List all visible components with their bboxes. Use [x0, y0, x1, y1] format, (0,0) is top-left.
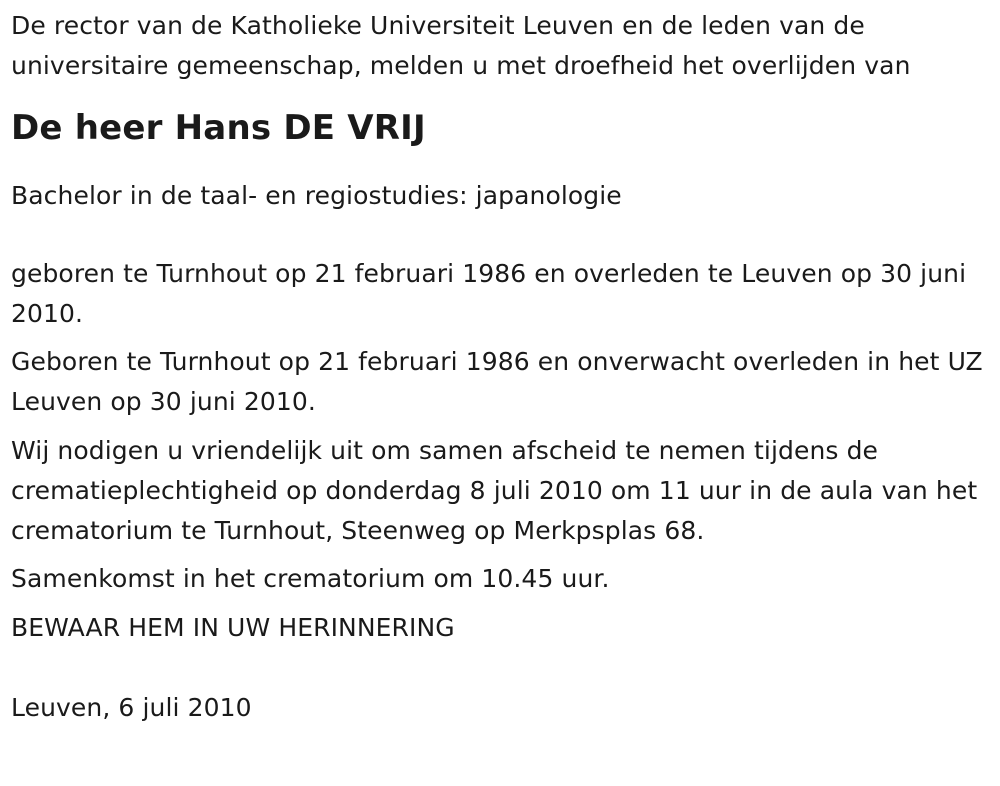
place-date-line: Leuven, 6 juli 2010	[11, 693, 252, 722]
intro-paragraph: De rector van de Katholieke Universiteit Leuven en de leden van de universitaire gemeenschap, melden u met droefheid het overlijden van	[11, 11, 911, 80]
invitation-paragraph: Wij nodigen u vriendelijk uit om samen afscheid te nemen tijdens de crematieplechtigheid op donderdag 8 juli 2010 om 11 uur in de aula van het crematorium te Turnhout, Steenweg op Merkpsplas 68.	[11, 436, 978, 545]
birth-death-detail-paragraph: Geboren te Turnhout op 21 februari 1986 en onverwacht overleden in het UZ Leuven op 30 juni 2010.	[11, 347, 983, 416]
birth-death-paragraph: geboren te Turnhout op 21 februari 1986 en overleden te Leuven op 30 juni 2010.	[11, 259, 967, 328]
degree-line: Bachelor in de taal- en regiostudies: japanologie	[11, 181, 622, 210]
deceased-name: De heer Hans DE VRIJ	[11, 108, 426, 148]
remembrance-line: BEWAAR HEM IN UW HERINNERING	[11, 613, 455, 642]
gathering-line: Samenkomst in het crematorium om 10.45 uur.	[11, 564, 610, 593]
